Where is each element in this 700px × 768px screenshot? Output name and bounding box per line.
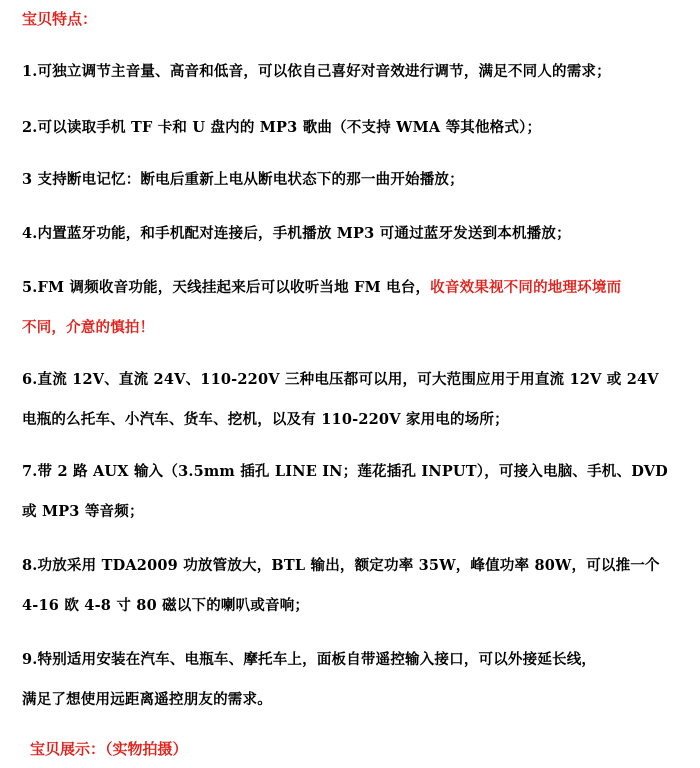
feature-item-5 (22, 268, 684, 348)
feature-item-8 (22, 546, 684, 626)
feature-item-7 (22, 452, 684, 532)
feature-5-text: 5.FM 调频收音功能，天线挂起来后可以收听当地 FM 电台， (22, 279, 431, 296)
feature-8-line-2: 4-16 欧 4-8 寸 80 磁以下的喇叭或音响； (22, 597, 310, 614)
feature-7-line-2: 或 MP3 等音频； (22, 503, 144, 520)
feature-5-line-1 (22, 268, 684, 308)
feature-7-line-1: 7.带 2 路 AUX 输入（3.5mm 插孔 LINE IN；莲花插孔 INPUT），可接入电脑、手机、DVD (22, 463, 668, 480)
feature-item-9 (22, 640, 684, 720)
feature-8-line-1: 8.功放采用 TDA2009 功放管放大，BTL 输出，额定功率 35W，峰值功率 80W，可以推一个 (22, 557, 660, 574)
feature-4-line-1: 4.内置蓝牙功能，和手机配对连接后，手机播放 MP3 可通过蓝牙发送到本机播放； (22, 225, 571, 242)
feature-9-line-1: 9.特别适用安装在汽车、电瓶车、摩托车上，面板自带遥控输入接口，可以外接延长线， (22, 651, 597, 668)
feature-9-line-2: 满足了想使用远距离遥控朋友的需求。 (22, 691, 272, 708)
feature-6-line-2: 电瓶的么托车、小汽车、货车、挖机，以及有 110-220V 家用电的场所； (22, 411, 509, 428)
feature-3-line-1: 3 支持断电记忆：断电后重新上电从断电状态下的那一曲开始播放； (22, 171, 464, 188)
feature-1-line-1: 1.可独立调节主音量、高音和低音，可以依自己喜好对音效进行调节，满足不同人的需求； (22, 63, 611, 80)
feature-item-4 (22, 214, 684, 254)
feature-item-3 (22, 160, 684, 200)
feature-item-1 (22, 52, 684, 92)
feature-6-line-1: 6.直流 12V、直流 24V、110-220V 三种电压都可以用，可大范围应用于用直流 12V 或 24V (22, 371, 659, 388)
feature-item-2 (22, 108, 684, 148)
feature-5-warning: 收音效果视不同的地理环境而 (430, 279, 622, 296)
showcase-heading: 宝贝展示：（实物拍摄） (30, 740, 188, 758)
features-heading: 宝贝特点： (22, 10, 98, 28)
feature-5-line-2: 不同，介意的慎拍！ (22, 319, 155, 336)
feature-item-6 (22, 360, 684, 440)
feature-2-line-1: 2.可以读取手机 TF 卡和 U 盘内的 MP3 歌曲（不支持 WMA 等其他格式）； (22, 119, 542, 136)
